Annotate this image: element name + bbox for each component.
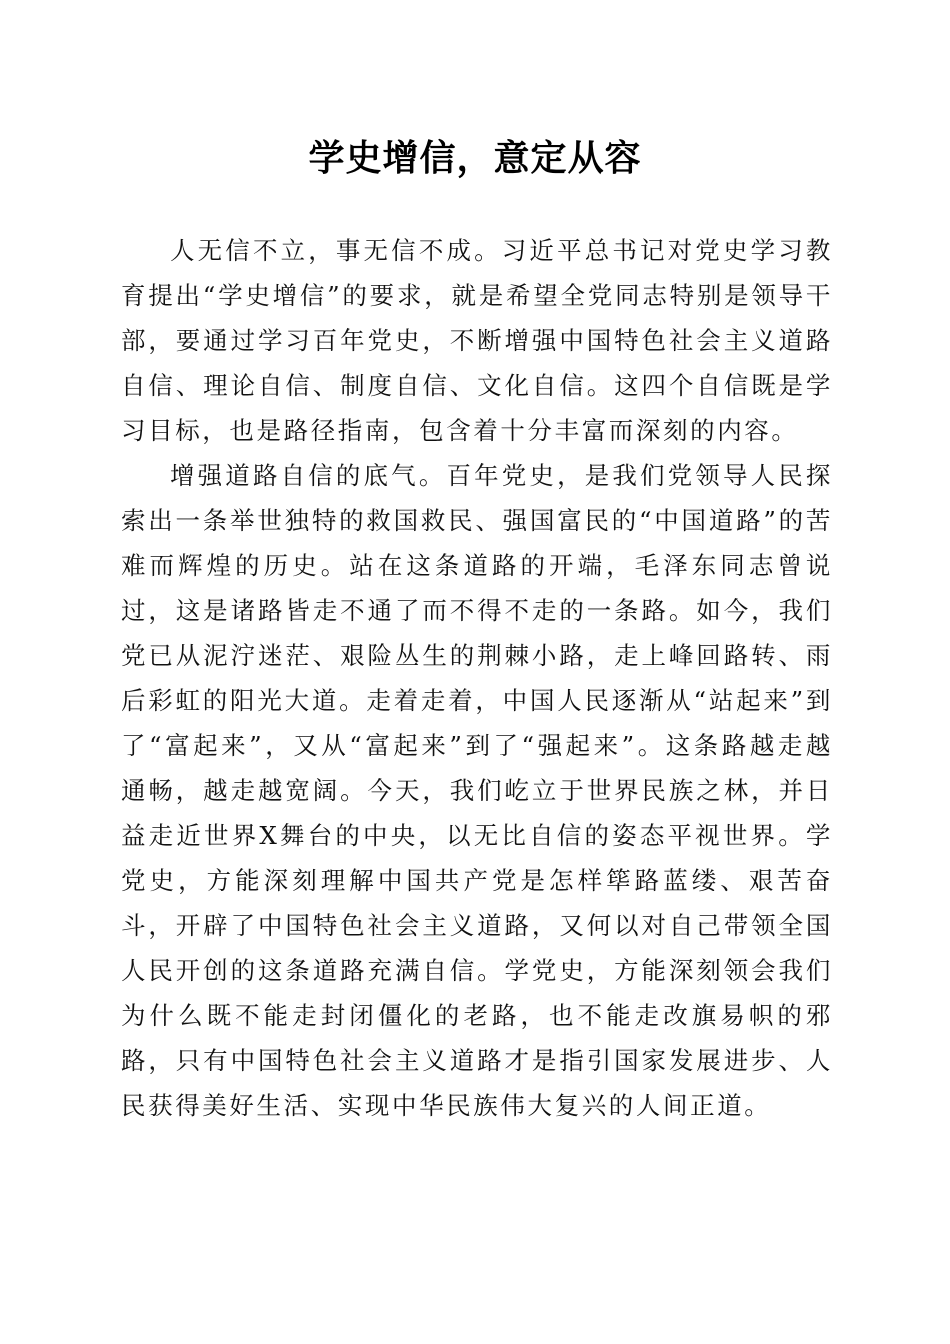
paragraph-intro: 人无信不立，事无信不成。习近平总书记对党史学习教育提出“学史增信”的要求，就是希望全党同志特别是领导干部，要通过学习百年党史，不断增强中国特色社会主义道路自信、理论自信、制度自信、文化自信。这四个自信既是学习目标，也是路径指南，包含着十分丰富而深刻的内容。	[121, 236, 833, 445]
document-body	[121, 228, 833, 1128]
paragraph-road-confidence: 增强道路自信的底气。百年党史，是我们党领导人民探索出一条举世独特的救国救民、强国富民的“中国道路”的苦难而辉煌的历史。站在这条道路的开端，毛泽东同志曾说过，这是诸路皆走不通了而不得不走的一条路。如今，我们党已从泥泞迷茫、艰险丛生的荆棘小路，走上峰回路转、雨后彩虹的阳光大道。走着走着，中国人民逐渐从“站起来”到了“富起来”，又从“富起来”到了“强起来”。这条路越走越通畅，越走越宽阔。今天，我们屹立于世界民族之林，并日益走近世界X舞台的中央，以无比自信的姿态平视世界。学党史，方能深刻理解中国共产党是怎样筚路蓝缕、艰苦奋斗，开辟了中国特色社会主义道路，又何以对自己带领全国人民开创的这条道路充满自信。学党史，方能深刻领会我们为什么既不能走封闭僵化的老路，也不能走改旗易帜的邪路，只有中国特色社会主义道路才是指引国家发展进步、人民获得美好生活、实现中华民族伟大复兴的人间正道。	[121, 461, 833, 1120]
document-title: 学史增信，意定从容	[308, 137, 642, 179]
